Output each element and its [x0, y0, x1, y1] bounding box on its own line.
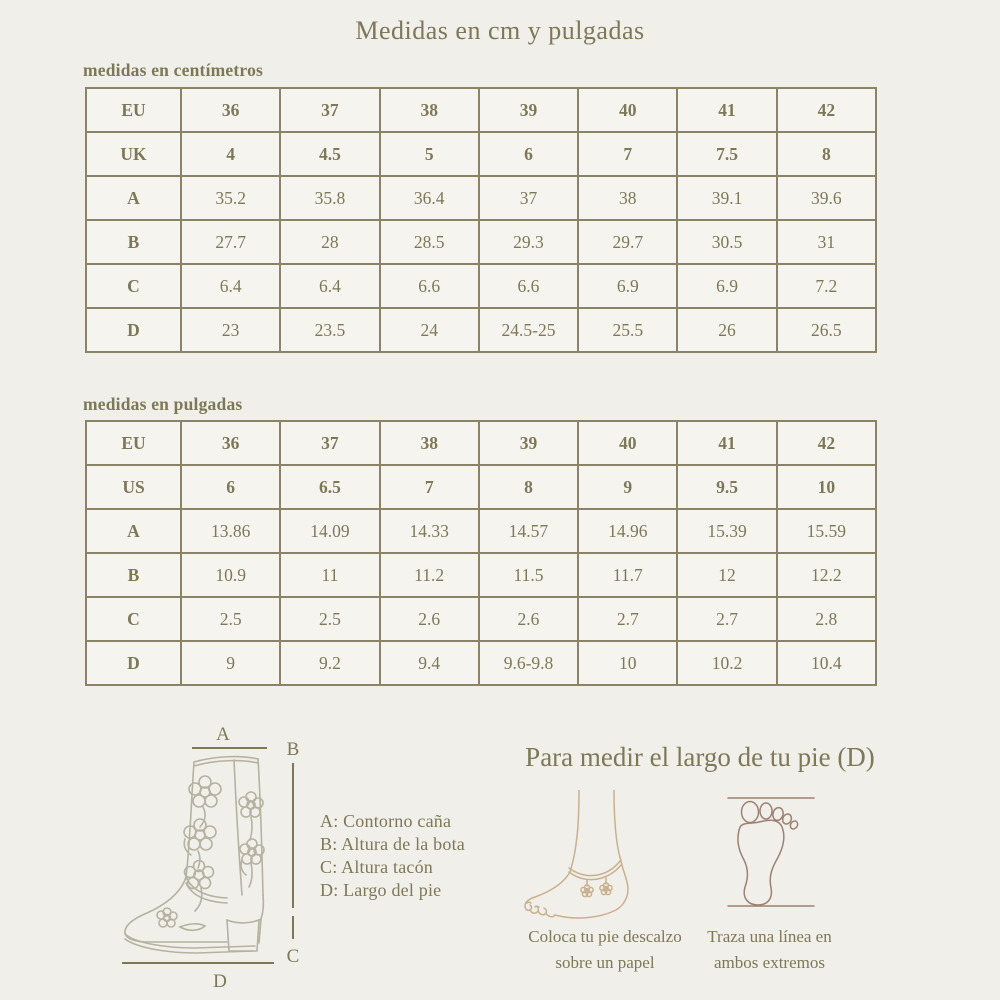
table-cell: 6.4	[280, 264, 379, 308]
table-cell: 5	[380, 132, 479, 176]
table-cell: 12.2	[777, 553, 876, 597]
table-cell: 24	[380, 308, 479, 352]
row-header: B	[86, 220, 181, 264]
table-cell: 11	[280, 553, 379, 597]
table-row	[86, 220, 876, 264]
table-row	[86, 465, 876, 509]
table-row	[86, 641, 876, 685]
table-row	[86, 132, 876, 176]
table-cell: 39	[479, 421, 578, 465]
mark-b-label: B	[286, 739, 300, 760]
boot-illustration	[125, 757, 264, 953]
table-cell: 23.5	[280, 308, 379, 352]
table-cell: 26.5	[777, 308, 876, 352]
table-row	[86, 597, 876, 641]
table-cell: 31	[777, 220, 876, 264]
table-cell: 39.6	[777, 176, 876, 220]
table-cell: 37	[280, 88, 379, 132]
table-cell: 24.5-25	[479, 308, 578, 352]
footprint-illustration	[726, 793, 816, 911]
step-caption-1-line1: Coloca tu pie descalzo	[528, 927, 682, 946]
table-cell: 38	[578, 176, 677, 220]
mark-c-label: C	[286, 946, 300, 967]
table-cell: 14.09	[280, 509, 379, 553]
table-cell: 6.9	[677, 264, 776, 308]
table-cell: 11.7	[578, 553, 677, 597]
boot-measurement-diagram	[95, 715, 310, 993]
table-cell: 25.5	[578, 308, 677, 352]
cm-size-table	[85, 87, 877, 353]
table-cell: 2.7	[677, 597, 776, 641]
table-cell: 14.33	[380, 509, 479, 553]
table-cell: 29.3	[479, 220, 578, 264]
table-cell: 9	[578, 465, 677, 509]
step-caption-2-line1: Traza una línea en	[707, 927, 832, 946]
row-header: A	[86, 509, 181, 553]
table-cell: 6.5	[280, 465, 379, 509]
table-cell: 6.9	[578, 264, 677, 308]
table-cell: 36	[181, 421, 280, 465]
table-cell: 35.2	[181, 176, 280, 220]
table-cell: 6.6	[380, 264, 479, 308]
table-cell: 40	[578, 421, 677, 465]
table-cell: 6	[479, 132, 578, 176]
step-caption-2	[672, 924, 867, 976]
table-cell: 12	[677, 553, 776, 597]
table-row	[86, 421, 876, 465]
table-cell: 2.8	[777, 597, 876, 641]
table-cell: 28.5	[380, 220, 479, 264]
row-header: D	[86, 641, 181, 685]
legend-line-a: A: Contorno caña	[320, 811, 452, 831]
row-header: D	[86, 308, 181, 352]
table-cell: 26	[677, 308, 776, 352]
table-cell: 27.7	[181, 220, 280, 264]
table-cell: 41	[677, 88, 776, 132]
table-cell: 10.2	[677, 641, 776, 685]
table-cell: 6.6	[479, 264, 578, 308]
table-cell: 7.5	[677, 132, 776, 176]
mark-a-label: A	[216, 724, 230, 745]
table-row	[86, 509, 876, 553]
table-cell: 38	[380, 88, 479, 132]
table-row	[86, 88, 876, 132]
table-cell: 6.4	[181, 264, 280, 308]
table-cell: 9	[181, 641, 280, 685]
table-cell: 4	[181, 132, 280, 176]
table-cell: 42	[777, 88, 876, 132]
table-cell: 29.7	[578, 220, 677, 264]
table-cell: 14.96	[578, 509, 677, 553]
table-cell: 4.5	[280, 132, 379, 176]
row-header: US	[86, 465, 181, 509]
table-cell: 39	[479, 88, 578, 132]
table-cell: 37	[479, 176, 578, 220]
table-cell: 10.9	[181, 553, 280, 597]
table-cell: 37	[280, 421, 379, 465]
table-cell: 38	[380, 421, 479, 465]
row-header: A	[86, 176, 181, 220]
measure-guide-title: Para medir el largo de tu pie (D)	[525, 742, 875, 772]
row-header: C	[86, 264, 181, 308]
table-cell: 30.5	[677, 220, 776, 264]
page-title: Medidas en cm y pulgadas	[355, 16, 645, 45]
table-cell: 2.6	[479, 597, 578, 641]
cm-table-label: medidas en centímetros	[83, 60, 264, 80]
table-cell: 9.2	[280, 641, 379, 685]
table-cell: 7	[578, 132, 677, 176]
legend-line-c: C: Altura tacón	[320, 857, 433, 877]
table-cell: 2.5	[181, 597, 280, 641]
table-cell: 11.5	[479, 553, 578, 597]
step-caption-1-line2: sobre un papel	[555, 953, 655, 972]
row-header: EU	[86, 421, 181, 465]
table-row	[86, 176, 876, 220]
table-cell: 11.2	[380, 553, 479, 597]
table-cell: 35.8	[280, 176, 379, 220]
row-header: EU	[86, 88, 181, 132]
mark-d-label: D	[213, 971, 227, 992]
table-cell: 23	[181, 308, 280, 352]
table-cell: 9.5	[677, 465, 776, 509]
table-row	[86, 553, 876, 597]
table-cell: 9.6-9.8	[479, 641, 578, 685]
boot-legend	[320, 810, 465, 902]
table-cell: 36	[181, 88, 280, 132]
row-header: B	[86, 553, 181, 597]
table-cell: 14.57	[479, 509, 578, 553]
table-cell: 15.39	[677, 509, 776, 553]
table-cell: 36.4	[380, 176, 479, 220]
table-cell: 6	[181, 465, 280, 509]
table-cell: 2.6	[380, 597, 479, 641]
table-cell: 13.86	[181, 509, 280, 553]
table-cell: 2.7	[578, 597, 677, 641]
table-cell: 8	[777, 132, 876, 176]
legend-line-d: D: Largo del pie	[320, 880, 442, 900]
legend-line-b: B: Altura de la bota	[320, 834, 465, 854]
table-cell: 8	[479, 465, 578, 509]
row-header: C	[86, 597, 181, 641]
table-cell: 41	[677, 421, 776, 465]
table-cell: 7	[380, 465, 479, 509]
table-row	[86, 264, 876, 308]
step-caption-2-line2: ambos extremos	[714, 953, 825, 972]
table-cell: 9.4	[380, 641, 479, 685]
table-cell: 10	[777, 465, 876, 509]
foot-side-illustration	[523, 790, 681, 925]
inch-size-table	[85, 420, 877, 686]
table-cell: 2.5	[280, 597, 379, 641]
table-cell: 10	[578, 641, 677, 685]
table-cell: 7.2	[777, 264, 876, 308]
table-row	[86, 308, 876, 352]
row-header: UK	[86, 132, 181, 176]
table-cell: 39.1	[677, 176, 776, 220]
table-cell: 28	[280, 220, 379, 264]
inch-table-label: medidas en pulgadas	[83, 394, 243, 414]
table-cell: 15.59	[777, 509, 876, 553]
table-cell: 40	[578, 88, 677, 132]
table-cell: 42	[777, 421, 876, 465]
table-cell: 10.4	[777, 641, 876, 685]
